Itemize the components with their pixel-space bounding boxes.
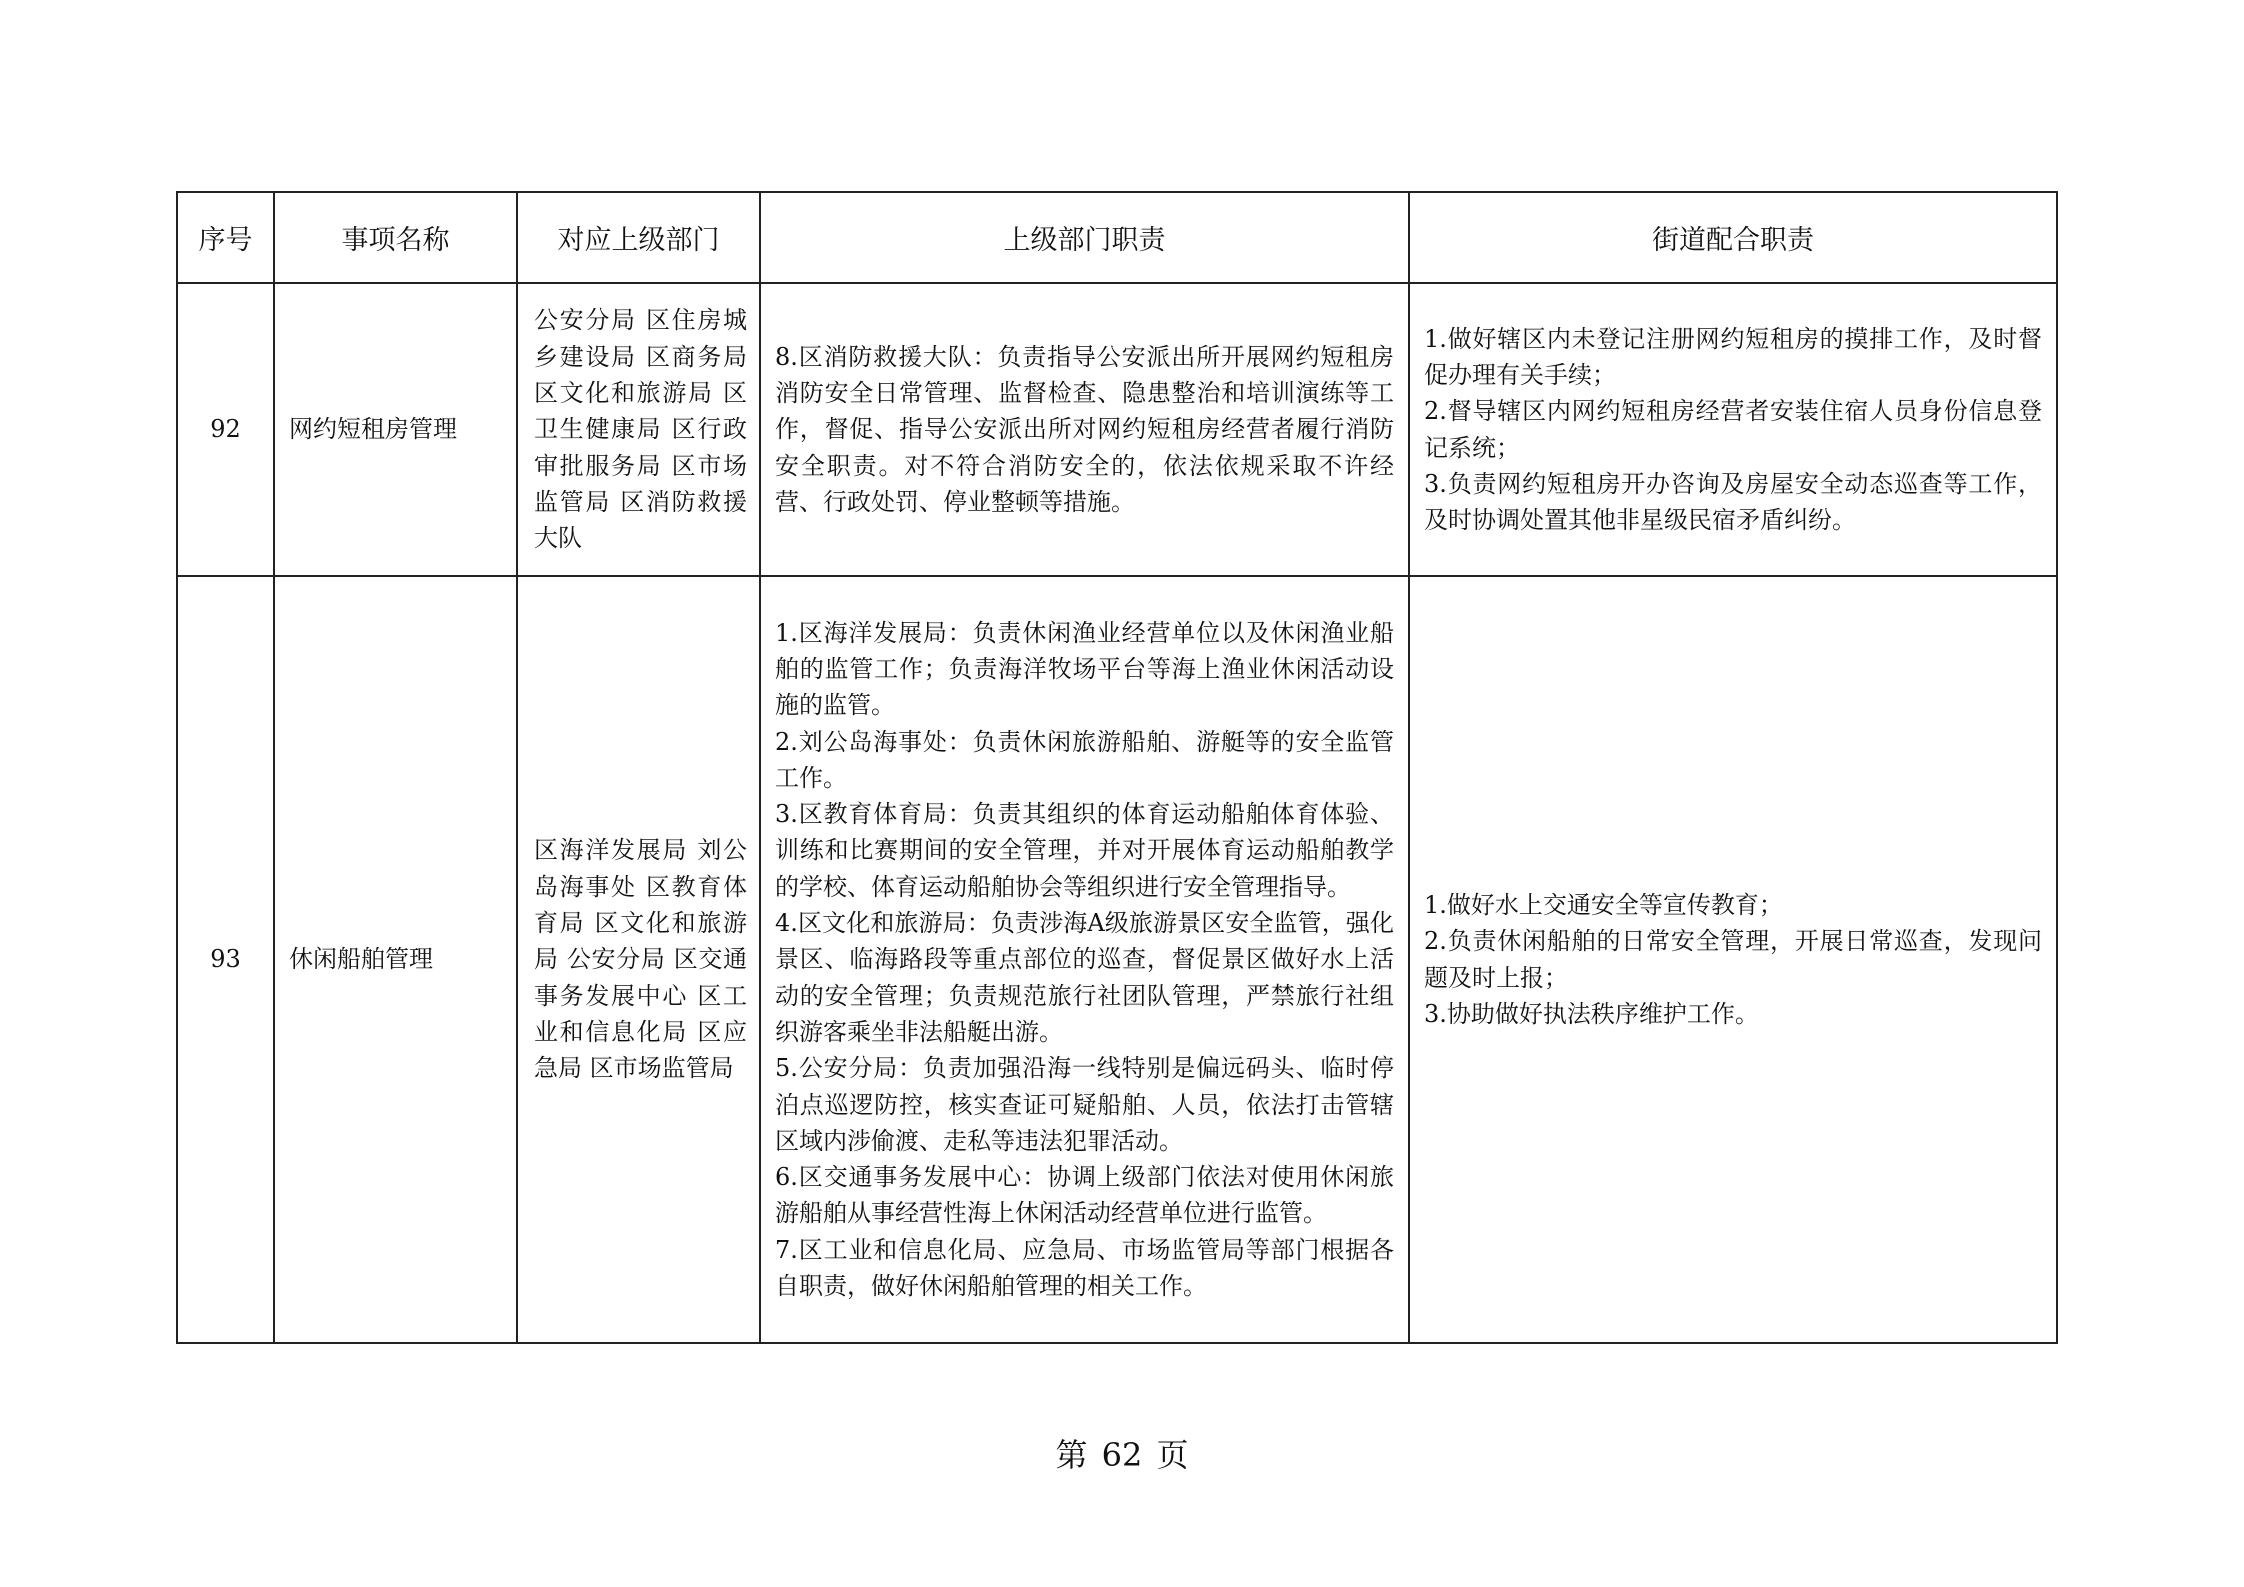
upper-duty-item: 2.刘公岛海事处：负责休闲旅游船舶、游艇等的安全监管工作。 [775,727,1394,792]
row-street-duty [1409,576,2057,1343]
page-number: 62 [1101,1436,1143,1474]
header-item-name: 事项名称 [274,192,517,283]
street-duty-item: 1.做好水上交通安全等宣传教育； [1424,890,1783,919]
upper-duty-item: 1.区海洋发展局：负责休闲渔业经营单位以及休闲渔业船舶的监管工作；负责海洋牧场平台等海上渔业休闲活动设施的监管。 [775,618,1394,720]
street-duty-item: 3.协助做好执法秩序维护工作。 [1424,999,1759,1028]
page-footer [0,1430,2244,1476]
table-row [177,283,2057,576]
row-item-name: 休闲船舶管理 [274,576,517,1343]
upper-duty-item: 3.区教育体育局：负责其组织的体育运动船舶体育体验、训练和比赛期间的安全管理，并对开展体育运动船舶教学的学校、体育运动船舶协会等组织进行安全管理指导。 [775,800,1394,901]
table-header-row [177,192,2057,283]
upper-duty-item: 7.区工业和信息化局、应急局、市场监管局等部门根据各自职责，做好休闲船舶管理的相关工作。 [775,1235,1394,1301]
upper-duty-item: 8.区消防救援大队：负责指导公安派出所开展网约短租房消防安全日常管理、监督检查、隐患整治和培训演练等工作，督促、指导公安派出所对网约短租房经营者履行消防安全职责。对不符合消防安全的，依法依规采取不许经营、行政处罚、停业整顿等措施。 [775,342,1394,516]
street-duty-item: 3.负责网约短租房开办咨询及房屋安全动态巡查等工作，及时协调处置其他非星级民宿矛盾纠纷。 [1424,469,2042,535]
page-prefix: 第 [1055,1436,1088,1474]
street-duty-item: 2.负责休闲船舶的日常安全管理，开展日常巡查，发现问题及时上报； [1424,927,2042,992]
row-upper-duty [760,283,1409,576]
upper-duty-item: 6.区交通事务发展中心：协调上级部门依法对使用休闲旅游船舶从事经营性海上休闲活动经营单位进行监管。 [775,1163,1394,1228]
table-row [177,576,2057,1343]
row-seq: 93 [177,576,274,1343]
header-street-duty: 街道配合职责 [1409,192,2057,283]
page-suffix: 页 [1156,1436,1189,1474]
street-duty-item: 1.做好辖区内未登记注册网约短租房的摸排工作，及时督促办理有关手续； [1424,324,2042,389]
row-seq: 92 [177,283,274,576]
header-upper-dept: 对应上级部门 [517,192,760,283]
header-seq: 序号 [177,192,274,283]
row-upper-dept [517,576,760,1343]
row-upper-duty [760,576,1409,1343]
header-upper-duty: 上级部门职责 [760,192,1409,283]
upper-duty-item: 4.区文化和旅游局：负责涉海A级旅游景区安全监管，强化景区、临海路段等重点部位的巡查，督促景区做好水上活动的安全管理；负责规范旅行社团队管理，严禁旅行社组织游客乘坐非法船艇出游。 [775,909,1394,1046]
upper-dept-text: 区海洋发展局 刘公岛海事处 区教育体育局 区文化和旅游局 公安分局 区交通事务发展中心 区工业和信息化局 区应急局 区市场监管局 [534,836,747,1083]
row-street-duty [1409,283,2057,576]
responsibility-table [176,191,2058,1344]
upper-duty-item: 5.公安分局：负责加强沿海一线特别是偏远码头、临时停泊点巡逻防控，核实查证可疑船舶、人员，依法打击管辖区域内涉偷渡、走私等违法犯罪活动。 [775,1054,1394,1155]
street-duty-item: 2.督导辖区内网约短租房经营者安装住宿人员身份信息登记系统； [1424,397,2042,462]
row-upper-dept [517,283,760,576]
row-item-name: 网约短租房管理 [274,283,517,576]
upper-dept-text: 公安分局 区住房城乡建设局 区商务局 区文化和旅游局 区卫生健康局 区行政审批服务局 区市场监管局 区消防救援大队 [534,306,747,553]
